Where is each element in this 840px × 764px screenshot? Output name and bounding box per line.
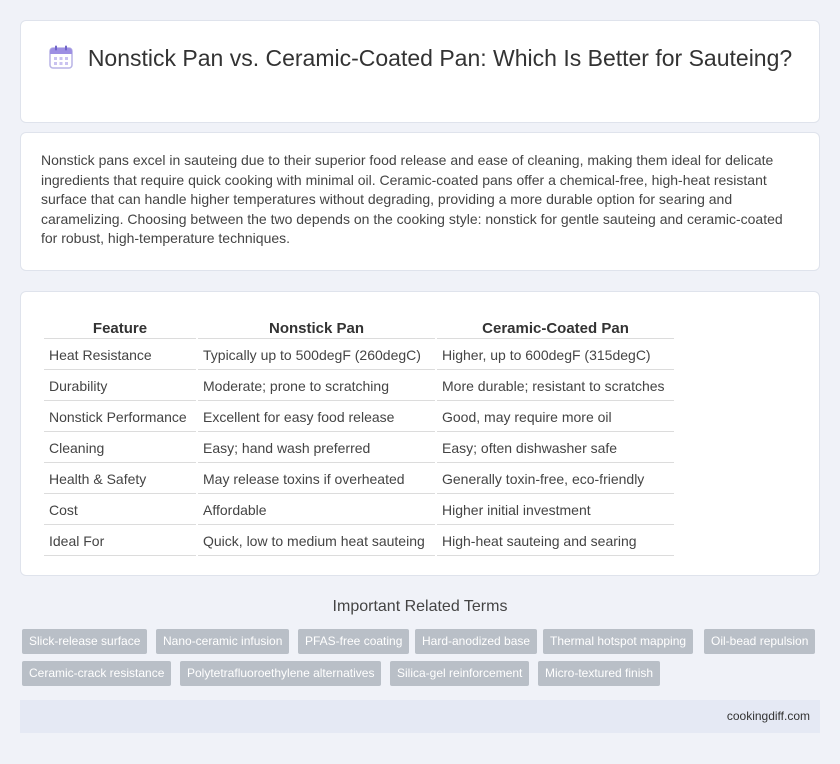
cell-nonstick: May release toxins if overheated (198, 465, 435, 494)
term-tag[interactable]: Polytetrafluoroethylene alternatives (180, 661, 381, 686)
table-row (44, 403, 674, 432)
term-tag[interactable]: Hard-anodized base (415, 629, 537, 654)
calendar-icon (48, 44, 74, 70)
cell-ceramic: High-heat sauteing and searing (437, 527, 674, 556)
table-row (44, 372, 674, 401)
term-tag[interactable]: Oil-bead repulsion (704, 629, 815, 654)
cell-feature: Cost (44, 496, 196, 525)
title-card (20, 20, 820, 123)
header-ceramic: Ceramic-Coated Pan (437, 317, 674, 339)
header-feature: Feature (44, 317, 196, 339)
term-tag[interactable]: PFAS-free coating (298, 629, 409, 654)
cell-feature: Cleaning (44, 434, 196, 463)
intro-paragraph: Nonstick pans excel in sauteing due to their superior food release and ease of cleaning, making them ideal for delicate ingredients that require quick cooking with minimal oil. Ceramic-coated pans offer a chemical-free, high-heat resistant surface that can handle higher temperatures without degrading, providing a more durable option for searing and caramelizing. Choosing between the two depends on the cooking style: nonstick for gentle sauteing and ceramic-coated for robust, high-temperature techniques. (41, 152, 783, 247)
table-row (44, 341, 674, 370)
term-tag[interactable]: Ceramic-crack resistance (22, 661, 171, 686)
cell-ceramic: Generally toxin-free, eco-friendly (437, 465, 674, 494)
cell-ceramic: Good, may require more oil (437, 403, 674, 432)
cell-nonstick: Typically up to 500degF (260degC) (198, 341, 435, 370)
term-tag[interactable]: Nano-ceramic infusion (156, 629, 289, 654)
intro-card (20, 132, 820, 271)
comparison-card (20, 291, 820, 576)
table-header-row (44, 317, 674, 339)
cell-feature: Heat Resistance (44, 341, 196, 370)
table-row (44, 527, 674, 556)
cell-feature: Ideal For (44, 527, 196, 556)
term-tag[interactable]: Micro-textured finish (538, 661, 660, 686)
term-tag[interactable]: Slick-release surface (22, 629, 147, 654)
footer-site-link[interactable]: cookingdiff.com (726, 709, 810, 723)
cell-nonstick: Excellent for easy food release (198, 403, 435, 432)
table-row (44, 465, 674, 494)
footer (20, 700, 820, 733)
header-nonstick: Nonstick Pan (198, 317, 435, 339)
cell-ceramic: Easy; often dishwasher safe (437, 434, 674, 463)
cell-feature: Health & Safety (44, 465, 196, 494)
table-row (44, 434, 674, 463)
cell-nonstick: Easy; hand wash preferred (198, 434, 435, 463)
cell-nonstick: Quick, low to medium heat sauteing (198, 527, 435, 556)
cell-ceramic: Higher, up to 600degF (315degC) (437, 341, 674, 370)
related-terms-heading: Important Related Terms (332, 598, 508, 615)
cell-feature: Nonstick Performance (44, 403, 196, 432)
cell-ceramic: Higher initial investment (437, 496, 674, 525)
table-row (44, 496, 674, 525)
page-title (21, 43, 819, 73)
cell-nonstick: Affordable (198, 496, 435, 525)
cell-feature: Durability (44, 372, 196, 401)
comparison-table (42, 315, 676, 558)
page-title-text: Nonstick Pan vs. Ceramic-Coated Pan: Which Is Better for Sauteing? (87, 45, 793, 71)
cell-ceramic: More durable; resistant to scratches (437, 372, 674, 401)
term-tag[interactable]: Thermal hotspot mapping (543, 629, 693, 654)
term-tag[interactable]: Silica-gel reinforcement (390, 661, 529, 686)
cell-nonstick: Moderate; prone to scratching (198, 372, 435, 401)
